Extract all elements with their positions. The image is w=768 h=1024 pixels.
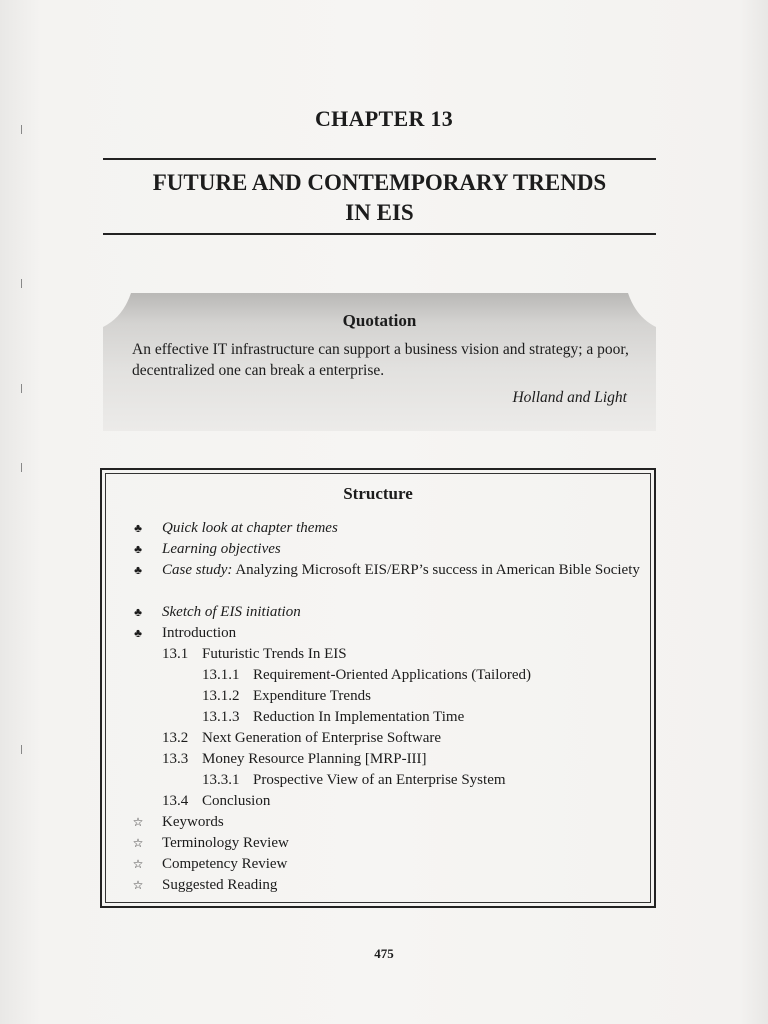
list-item (102, 833, 654, 854)
list-item-text: Learning objectives (162, 541, 281, 557)
club-icon: ♣ (134, 605, 142, 619)
section-number: 13.1.1 (202, 667, 240, 683)
club-icon: ♣ (134, 542, 142, 556)
toc-section (102, 791, 654, 812)
list-item (102, 854, 654, 875)
quotation-heading: Quotation (342, 311, 417, 330)
section-number: 13.1.2 (202, 688, 240, 704)
quotation-box (103, 293, 656, 431)
section-title: Money Resource Planning [MRP-III] (202, 751, 427, 767)
list-item-text (162, 560, 640, 581)
page-number: 475 (374, 946, 394, 961)
chapter-label: CHAPTER 13 (314, 106, 454, 131)
toc-section (102, 644, 654, 665)
toc-section (102, 749, 654, 770)
toc-subsection (102, 686, 654, 707)
section-number: 13.3.1 (202, 772, 240, 788)
star-outline-icon: ☆ (132, 878, 144, 892)
club-icon: ♣ (134, 521, 142, 535)
section-title: Futuristic Trends In EIS (202, 646, 347, 662)
list-item-text: Quick look at chapter themes (162, 520, 338, 536)
star-outline-icon: ☆ (132, 836, 144, 850)
section-number: 13.2 (162, 730, 189, 746)
section-number: 13.3 (162, 751, 189, 767)
structure-box (100, 468, 656, 908)
section-number: 13.1.3 (202, 709, 240, 725)
section-title: Expenditure Trends (253, 688, 371, 704)
title-bottom-rule (103, 233, 656, 235)
chapter-title-line-2: IN EIS (345, 200, 414, 225)
section-title: Next Generation of Enterprise Software (202, 730, 442, 746)
list-item (102, 812, 654, 833)
list-item (102, 623, 654, 644)
list-item (102, 602, 654, 623)
title-top-rule (103, 158, 656, 160)
list-item (102, 560, 654, 602)
margin-mark (21, 463, 22, 472)
structure-list (102, 518, 654, 896)
case-study-prefix: Case study: (162, 562, 233, 578)
toc-subsection (102, 770, 654, 791)
section-title: Conclusion (202, 793, 271, 809)
list-item-text: Keywords (162, 814, 224, 830)
section-number: 13.1 (162, 646, 189, 662)
section-number: 13.4 (162, 793, 189, 809)
club-icon: ♣ (134, 626, 142, 640)
section-title: Prospective View of an Enterprise System (253, 772, 506, 788)
list-item-text: Introduction (162, 625, 237, 641)
star-outline-icon: ☆ (132, 857, 144, 871)
margin-mark (21, 384, 22, 393)
quotation-text: An effective IT infrastructure can support a business vision and strategy; a poor, decentralized one can break a enterprise. (132, 341, 629, 379)
toc-subsection (102, 665, 654, 686)
toc-subsection (102, 707, 654, 728)
list-item (102, 518, 654, 539)
club-icon: ♣ (134, 563, 142, 577)
list-item (102, 539, 654, 560)
structure-heading: Structure (343, 484, 413, 503)
case-study-title: Analyzing Microsoft EIS/ERP’s success in American Bible Society (232, 562, 640, 578)
section-title: Requirement-Oriented Applications (Tailored) (253, 667, 532, 683)
list-item-text: Suggested Reading (162, 877, 278, 893)
list-item (102, 875, 654, 896)
star-outline-icon: ☆ (132, 815, 144, 829)
toc-section (102, 728, 654, 749)
margin-mark (21, 745, 22, 754)
chapter-title (103, 168, 656, 228)
list-item-text: Sketch of EIS initiation (162, 604, 301, 620)
chapter-title-line-1: FUTURE AND CONTEMPORARY TRENDS (152, 170, 607, 195)
list-item-text: Competency Review (162, 856, 288, 872)
section-title: Reduction In Implementation Time (253, 709, 465, 725)
quotation-author: Holland and Light (512, 389, 627, 406)
margin-mark (21, 279, 22, 288)
list-item-text: Terminology Review (162, 835, 289, 851)
